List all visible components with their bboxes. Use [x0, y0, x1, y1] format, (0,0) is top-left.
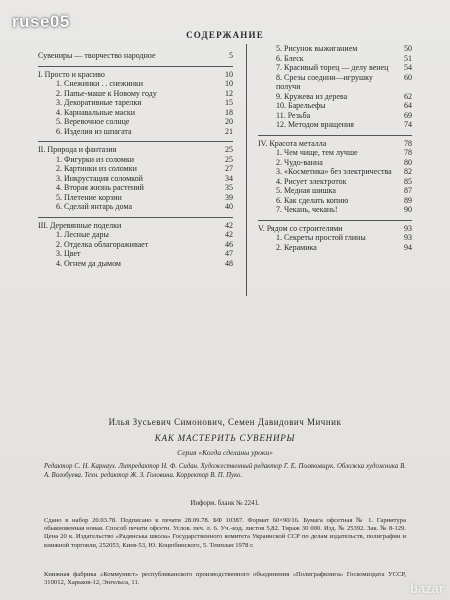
- toc-entry-title: 2. Отделка облагораживает: [56, 239, 149, 249]
- toc-entry: [258, 177, 412, 187]
- toc-entry: [258, 158, 412, 168]
- toc-entry: [258, 243, 412, 253]
- toc-entry: [38, 79, 233, 89]
- toc-entry: [258, 148, 412, 158]
- toc-entry-title: 5. Медная шишка: [276, 186, 336, 195]
- toc-entry-page: 46: [225, 239, 233, 249]
- toc-entry: [258, 92, 412, 102]
- toc-entry-page: 35: [225, 183, 233, 192]
- toc-entry-page: 42: [225, 230, 233, 239]
- toc-section: [38, 70, 233, 80]
- toc-entry-title: IV. Красота металла: [258, 138, 327, 148]
- toc-entry-page: 48: [225, 258, 233, 268]
- toc-entry-title: 6. Сделай янтарь дома: [56, 202, 133, 211]
- toc-entry-title: 1. Фигурки из соломки: [56, 154, 135, 164]
- toc-entry: [38, 164, 233, 174]
- toc-entry-title: III. Деревянные поделки: [38, 220, 122, 230]
- toc-entry-title: 6. Блеск: [276, 53, 304, 63]
- toc-entry-title: 4. Рисует электроток: [276, 176, 347, 186]
- toc-entry: [38, 108, 233, 118]
- toc-entry-title: 2. Папье-маше к Новому году: [56, 88, 157, 98]
- toc-entry: [38, 249, 233, 259]
- toc-entry-title: 5. Веревочное солнце: [56, 117, 130, 126]
- toc-entry: [258, 54, 412, 64]
- toc-entry-page: 20: [225, 117, 233, 126]
- toc-entry-page: 74: [404, 120, 412, 129]
- series-name: Серия «Когда сделаны уроки»: [177, 448, 273, 457]
- toc-entry-title: 5. Рисунок выжиганием: [276, 44, 358, 53]
- toc-section: [258, 224, 412, 234]
- section-divider: [258, 220, 412, 221]
- toc-entry: [38, 240, 233, 250]
- toc-entry: [38, 259, 233, 269]
- toc-right-column: [258, 44, 412, 252]
- toc-entry: [38, 127, 233, 137]
- toc-left-column: [38, 48, 233, 268]
- toc-entry: [38, 193, 233, 203]
- toc-entry-page: 60: [404, 72, 412, 82]
- toc-entry-page: 78: [404, 148, 412, 157]
- toc-entry-page: 89: [404, 195, 412, 205]
- toc-entry-page: 85: [404, 176, 412, 186]
- toc-entry-title: 5. Плетение корзин: [56, 192, 122, 202]
- section-divider: [258, 135, 412, 136]
- toc-entry-page: 94: [404, 242, 412, 252]
- toc-entry-page: 78: [404, 138, 412, 148]
- print-imprint: Сдано в набор 20.03.78. Подписано к печати 28.09.78. БФ 10387. Формат 60×90/16. Бумага офсетная № 1. Гарнитура обыкновенная новая. Способ печати офсетн. Услов. печ. л. 6. Уч.-изд. листов 5,82. Тираж 30 000. Изд. № 25392. Зак. № 8-129. Цена 20 к. Издательство «Радянська школа» Государственного комитета Украинской ССР по делам издательств, полиграфии и книжной торговли, 252053, Киев-53, Ю. Коцюбинского, 5. Темплан 1978 г.: [44, 517, 406, 549]
- toc-entry-page: 93: [404, 233, 412, 242]
- toc-entry-title: 3. Инкрустация соломкой: [56, 173, 143, 183]
- watermark-logo: ruse05: [12, 12, 70, 31]
- toc-entry-title: 4. Карнавальные маски: [56, 107, 136, 117]
- toc-entry-page: 87: [404, 186, 412, 195]
- section-divider: [38, 66, 233, 67]
- toc-entry: [258, 44, 412, 54]
- toc-entry-title: 3. Цвет: [56, 249, 81, 258]
- toc-entry-title: 1. Снежинки . . снежинки: [56, 79, 144, 88]
- toc-entry-page: 25: [225, 154, 233, 164]
- toc-entry-title: 2. Керамика: [276, 242, 317, 252]
- toc-section: [38, 145, 233, 155]
- toc-entry-title: 9. Кружева из дерева: [276, 91, 348, 101]
- info-blank: Информ. бланк № 2241.: [190, 500, 260, 507]
- toc-entry-title: 2. Картинки из соломки: [56, 164, 137, 173]
- toc-entry-page: 34: [225, 173, 233, 183]
- toc-entry-title: 3. «Косметика» без электричества: [276, 167, 392, 176]
- toc-entry: [258, 73, 412, 92]
- toc-entry-title: 1. Секреты простой глины: [276, 233, 366, 242]
- watermark-corner: bazar: [410, 581, 444, 596]
- toc-entry-title: 12. Методом вращения: [276, 120, 354, 129]
- toc-entry-page: 69: [404, 110, 412, 120]
- column-divider: [246, 44, 247, 296]
- toc-entry-title: II. Природа и фантазия: [38, 145, 117, 154]
- toc-entry-page: 93: [404, 223, 412, 233]
- editorial-credits: Редактор С. Н. Карнаух. Литредактор Н. Ф. Сидан. Художественный редактор Г. Е. Поляковщук. Обложка художника В. А. Волобуева. Техн. редактор Ж. З. Головина. Корректор В. П. Пуко.: [44, 463, 406, 479]
- toc-section: [38, 221, 233, 231]
- toc-entry-title: Сувениры — творчество народное: [38, 51, 156, 60]
- toc-entry-page: 18: [225, 107, 233, 117]
- toc-entry-title: 2. Чудо-ванна: [276, 157, 323, 167]
- toc-entry-title: 11. Резьба: [276, 110, 311, 120]
- toc-title: СОДЕРЖАНИЕ: [186, 30, 264, 40]
- toc-entry-title: 7. Чекань, чекань!: [276, 205, 338, 214]
- toc-entry-title: 3. Декоративные тарелки: [56, 98, 142, 107]
- toc-entry-page: 40: [225, 202, 233, 211]
- toc-entry-page: 54: [404, 63, 412, 72]
- toc-entry: [38, 117, 233, 127]
- toc-entry: [38, 183, 233, 193]
- toc-entry-page: 10: [225, 69, 233, 79]
- toc-entry: [38, 155, 233, 165]
- toc-entry-title: 1. Чем чище, тем лучше: [276, 148, 358, 157]
- toc-entry: [38, 98, 233, 108]
- toc-entry-page: 21: [225, 126, 233, 136]
- toc-entry: [38, 230, 233, 240]
- book-title: КАК МАСТЕРИТЬ СУВЕНИРЫ: [154, 433, 296, 443]
- toc-entry-page: 51: [404, 53, 412, 63]
- toc-entry-title: 10. Барельефы: [276, 101, 326, 110]
- toc-entry: [258, 196, 412, 206]
- toc-entry-page: 39: [225, 192, 233, 202]
- toc-entry: [38, 174, 233, 184]
- toc-entry: [38, 89, 233, 99]
- toc-entry: [258, 167, 412, 177]
- toc-entry: [38, 202, 233, 212]
- toc-entry: [258, 63, 412, 73]
- toc-entry-title: V. Рядом со строителями: [258, 223, 343, 233]
- toc-entry-title: 6. Как сделать копию: [276, 195, 349, 205]
- toc-entry: [258, 186, 412, 196]
- authors: Илья Зусьевич Симонович, Семен Давидович Мичник: [108, 417, 342, 427]
- toc-section: [258, 139, 412, 149]
- toc-entry: [258, 120, 412, 130]
- toc-section: [38, 51, 233, 61]
- toc-entry-title: 4. Вторая жизнь растений: [56, 183, 144, 192]
- toc-entry-page: 10: [225, 79, 233, 88]
- toc-entry: [258, 233, 412, 243]
- toc-entry-title: I. Просто и красиво: [38, 69, 105, 79]
- toc-entry-title: 6. Изделия из шпагата: [56, 126, 132, 136]
- toc-entry-title: 8. Срезы соедини—игрушку получи: [276, 72, 373, 91]
- toc-entry-page: 90: [404, 205, 412, 214]
- section-divider: [38, 141, 233, 142]
- section-divider: [38, 217, 233, 218]
- toc-entry-title: 7. Красивый торец — делу венец: [276, 63, 389, 72]
- toc-entry-page: 25: [225, 145, 233, 154]
- toc-entry-title: 4. Огнем да дымом: [56, 258, 121, 268]
- toc-entry: [258, 205, 412, 215]
- toc-entry-page: 62: [404, 91, 412, 101]
- toc-entry-title: 1. Лесные дары: [56, 230, 109, 239]
- toc-entry-page: 42: [225, 220, 233, 230]
- toc-entry-page: 80: [404, 157, 412, 167]
- toc-entry: [258, 101, 412, 111]
- toc-entry-page: 82: [404, 167, 412, 176]
- toc-entry-page: 27: [225, 164, 233, 173]
- toc-entry-page: 47: [225, 249, 233, 258]
- toc-entry: [258, 111, 412, 121]
- toc-entry-page: 15: [225, 98, 233, 107]
- printer-imprint: Книжная фабрика «Коммунист» республиканского производственного объединения «Полиграфкнига» Госкомиздата УССР, 310012, Харьков-12, Энгельса, 11.: [44, 571, 406, 587]
- toc-entry-page: 12: [225, 88, 233, 98]
- toc-entry-page: 50: [404, 44, 412, 53]
- toc-entry-page: 5: [229, 51, 233, 60]
- toc-entry-page: 64: [404, 101, 412, 110]
